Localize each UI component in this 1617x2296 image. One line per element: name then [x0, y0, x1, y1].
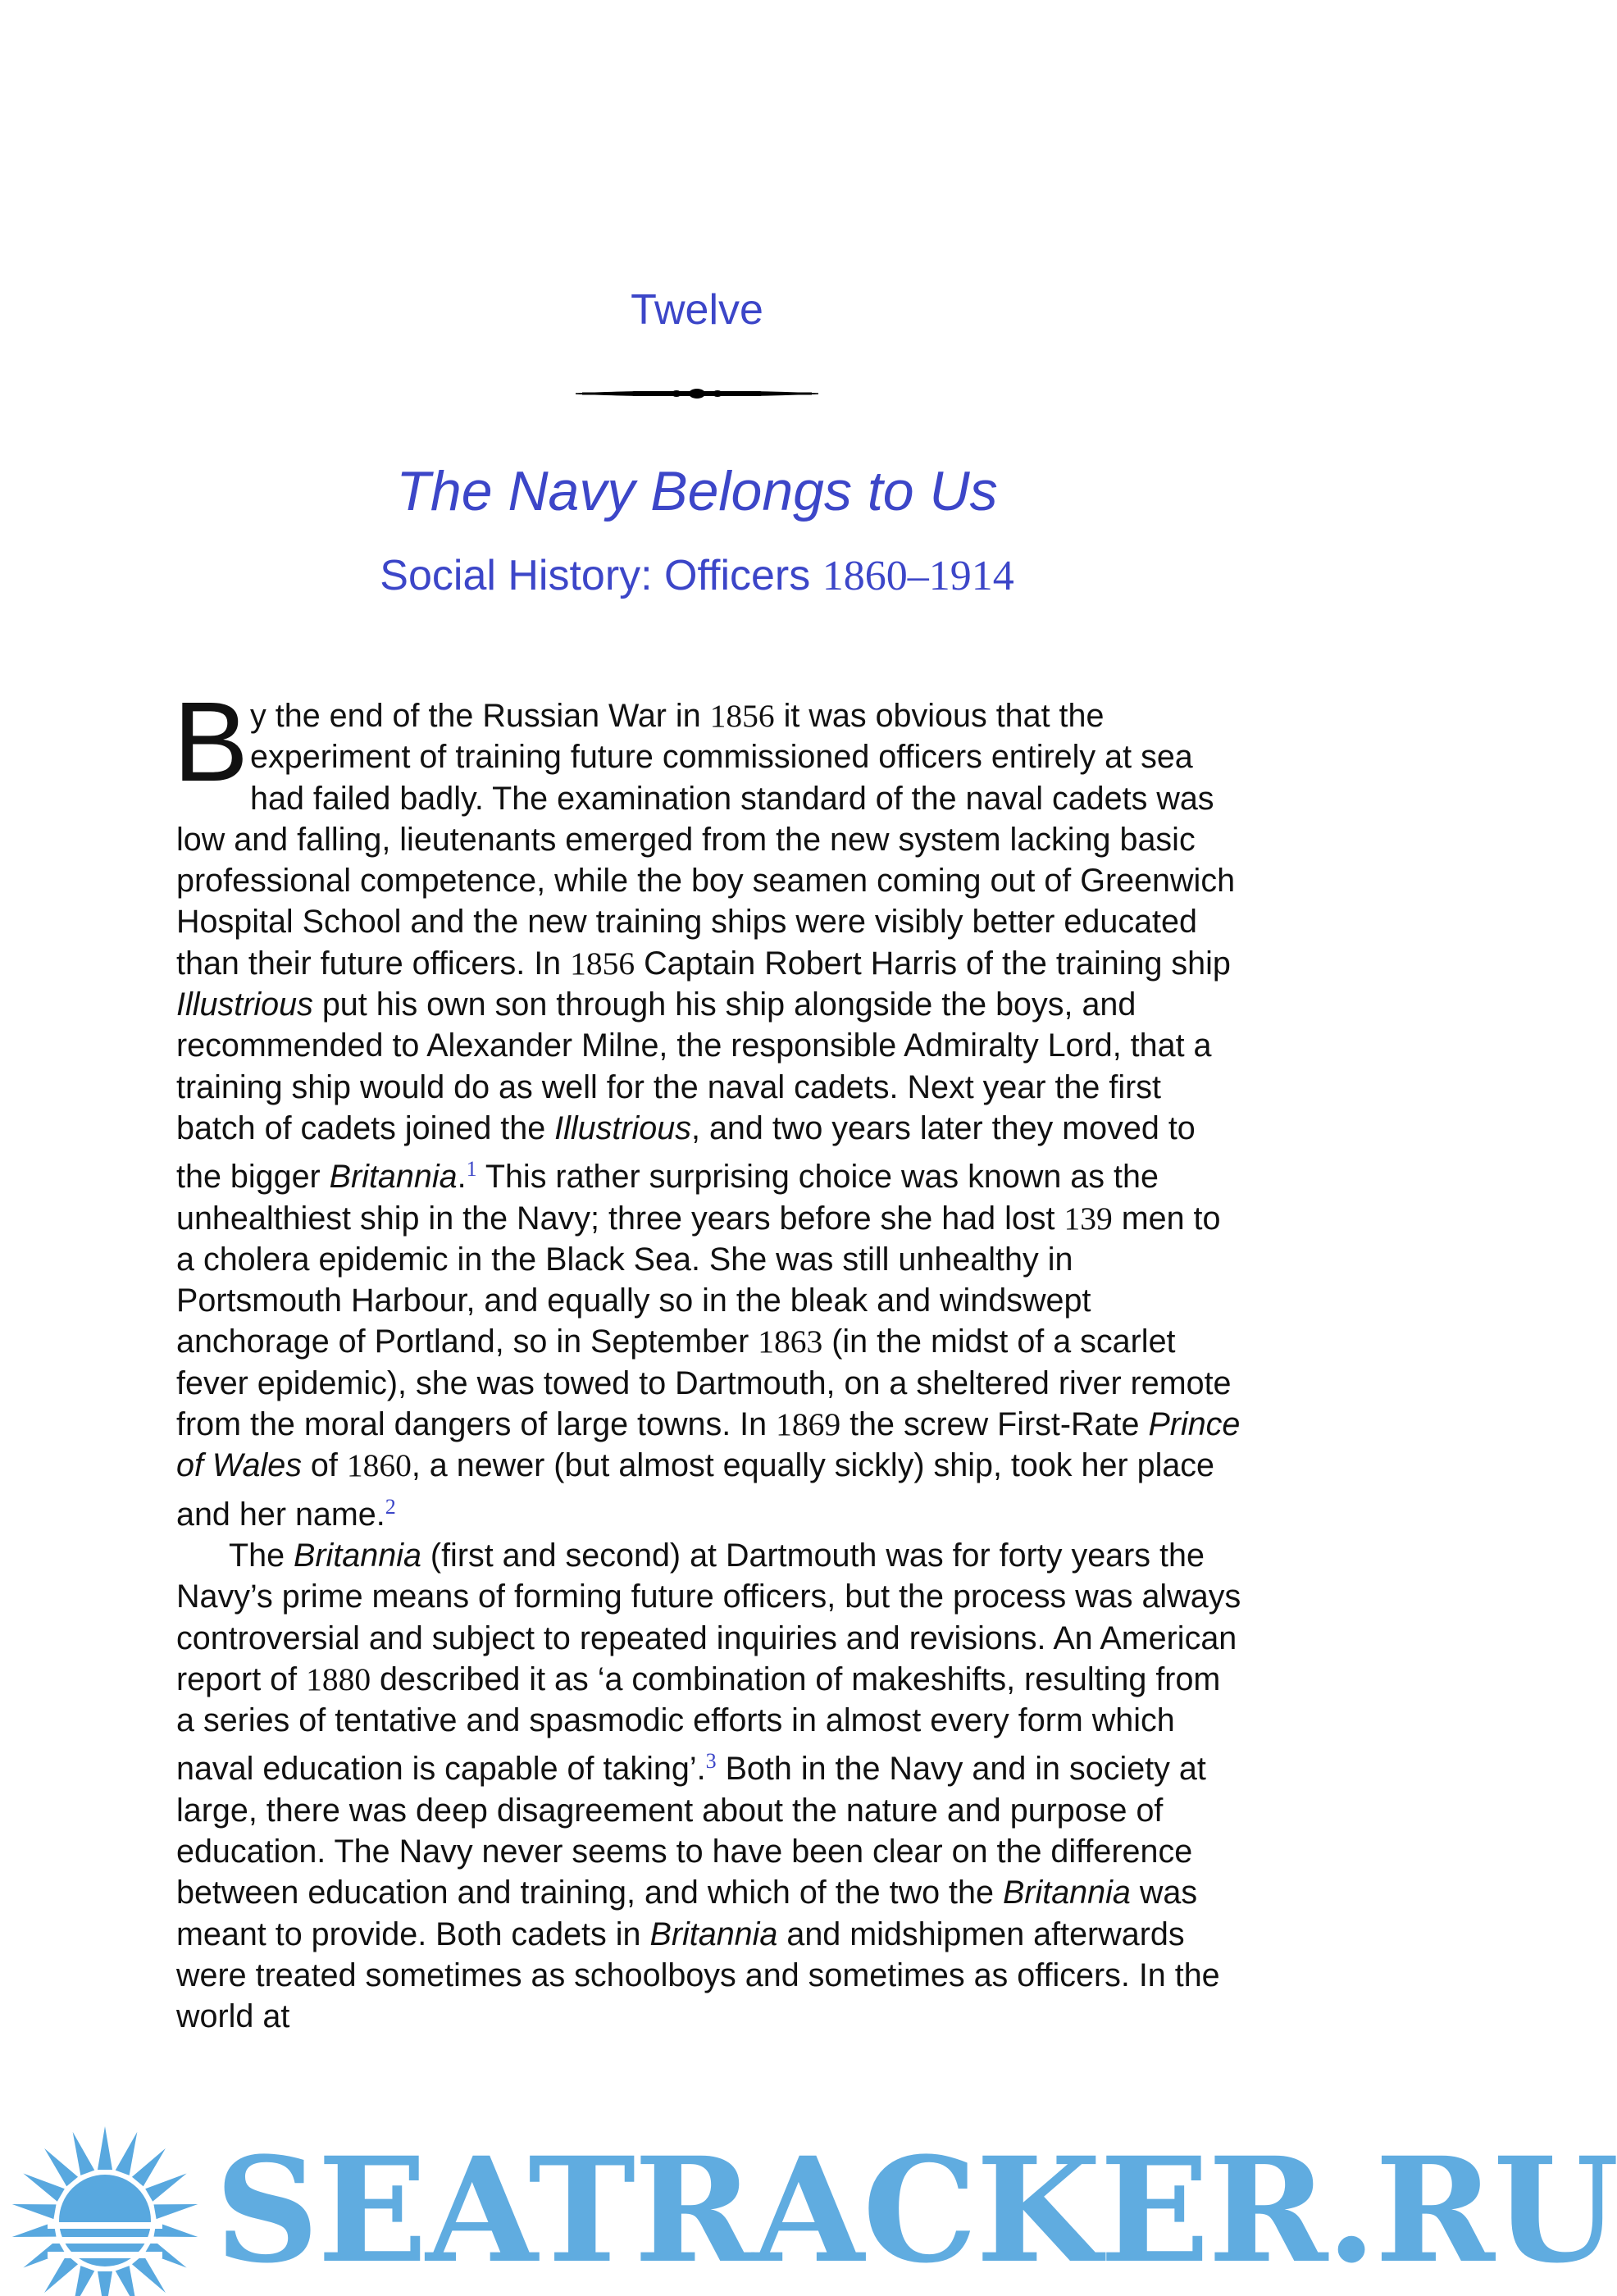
- chapter-subtitle: [0, 551, 1394, 600]
- text-run: (first and second) at Dartmouth was for forty years the Navy’s prime means of forming future officers, but the process was always controversial and subject to repeated inquiries and revisions. An American report of: [176, 1537, 1241, 1697]
- text-run: it was obvious that the experiment of training future commissioned officers entirely at sea had failed badly. The examination standard of the naval cadets was low and falling, lieutenants emerged from the new system lacking basic professional competence, while the boy seamen coming out of Greenwich Hospital School and the new training ships were visibly better educated than their future officers. In: [176, 698, 1236, 982]
- text-run: men to a cholera epidemic in the Black Sea. She was still unhealthy in Portsmouth Harbour, and equally so in the bleak and windswept anchorage of Portland, so in September: [176, 1200, 1221, 1360]
- text-run: , and two years later they moved to the bigger: [176, 1109, 1196, 1196]
- text-run: This rather surprising choice was known as the unhealthiest ship in the Navy; three years before she had lost: [176, 1159, 1159, 1237]
- footnote-1[interactable]: 1: [466, 1157, 477, 1182]
- subtitle-years: 1860–1914: [822, 553, 1014, 599]
- year: 1856: [709, 698, 775, 734]
- year: 1869: [776, 1406, 841, 1443]
- ship-name: Illustrious: [554, 1109, 691, 1146]
- text-run: The: [229, 1537, 294, 1574]
- ship-name: Prince of Wales: [176, 1406, 1241, 1484]
- text-run: (in the midst of a scarlet fever epidemic), she was towed to Dartmouth, on a sheltered river remote from the moral dangers of large towns. In: [176, 1323, 1232, 1443]
- year: 1863: [758, 1323, 823, 1360]
- ship-name: Illustrious: [176, 986, 313, 1023]
- ship-name: Britannia: [649, 1916, 778, 1952]
- number: 139: [1064, 1200, 1113, 1237]
- paragraph-2: [176, 1535, 1242, 2038]
- ornament-divider: [574, 384, 820, 403]
- paragraph-1: [173, 679, 1242, 1535]
- chapter-number: Twelve: [631, 286, 763, 334]
- text-run: the screw First-Rate: [840, 1406, 1149, 1443]
- drop-cap: B: [173, 679, 249, 805]
- year: 1860: [346, 1447, 412, 1484]
- ship-name: Britannia: [294, 1537, 421, 1574]
- text-run: of: [301, 1447, 347, 1484]
- text-run: Captain Robert Harris of the training ship: [635, 945, 1231, 982]
- watermark-text: SEATRACKER.RU: [215, 2125, 1617, 2295]
- text-run: put his own son through his ship alongside the boys, and recommended to Alexander Milne, the responsible Admiralty Lord, that a training ship would do as well for the naval cadets. Next year the first batch of cadets joined the: [176, 986, 1212, 1146]
- text-run: .: [457, 1159, 467, 1196]
- text-run: described it as ‘a combination of makeshifts, resulting from a series of tentative and spasmodic efforts in almost every form which naval education is capable of taking’.: [176, 1660, 1221, 1788]
- ship-name: Britannia: [1002, 1875, 1131, 1911]
- body-text: [173, 679, 1242, 2038]
- text-run: Both in the Navy and in society at large, there was deep disagreement about the nature and purpose of education. The Navy never seems to have been clear on the difference between education and training, and which of the two the: [176, 1751, 1206, 1911]
- text-run: , a newer (but almost equally sickly) ship, took her place and her name.: [176, 1447, 1215, 1533]
- ship-name: Britannia: [329, 1159, 458, 1196]
- text-run: y the end of the Russian War in: [250, 698, 710, 734]
- footnote-2[interactable]: 2: [385, 1494, 396, 1519]
- chapter-title: The Navy Belongs to Us: [396, 460, 998, 522]
- year: 1880: [306, 1660, 371, 1697]
- footnote-3[interactable]: 3: [705, 1749, 717, 1774]
- year: 1856: [570, 945, 635, 982]
- text-run: and midshipmen afterwards were treated sometimes as schoolboys and sometimes as officers. In the world at: [176, 1916, 1220, 2035]
- subtitle-text: Social History: Officers: [380, 552, 811, 599]
- text-run: was meant to provide. Both cadets in: [176, 1875, 1198, 1952]
